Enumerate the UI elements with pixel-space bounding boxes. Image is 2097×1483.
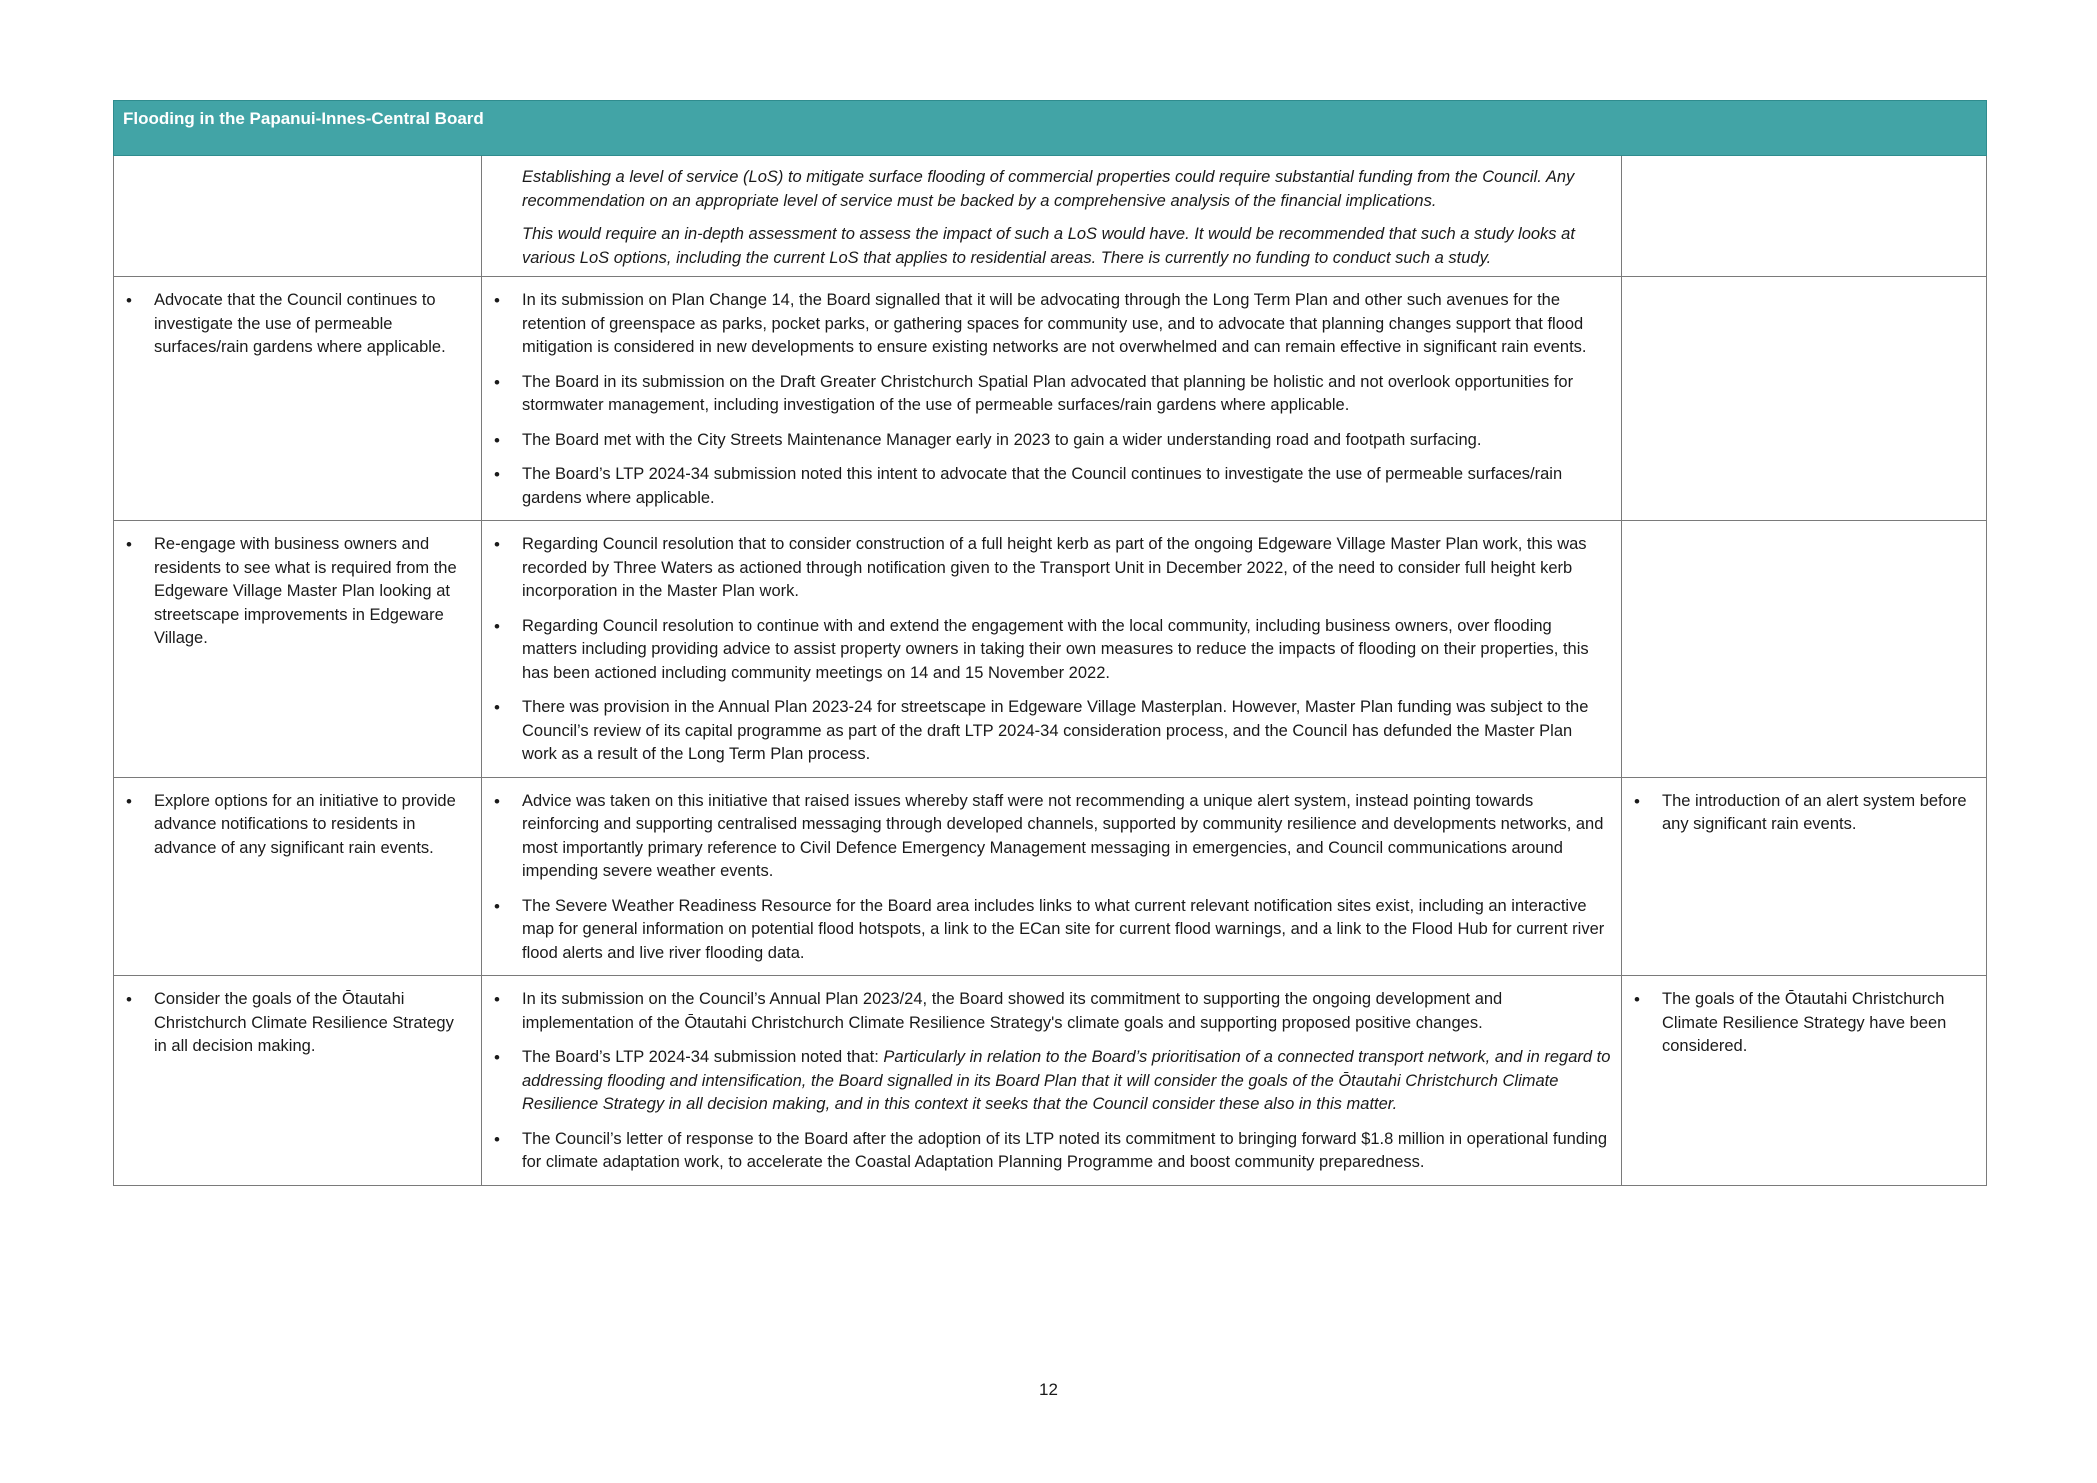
progress-text: Regarding Council resolution to continue with and extend the engagement with the local community, including business owners, over flooding matters including providing advice to assist property owners in taking their own measures to reduce the impacts of flooding on their properties, this has been actioned including community meetings on 14 and 15 November 2022. (522, 616, 1589, 682)
outcome-text: The goals of the Ōtautahi Christchurch Climate Resilience Strategy have been considered. (1662, 990, 1947, 1055)
bullet-icon: • (126, 791, 132, 811)
progress-text: The Council’s letter of response to the Board after the adoption of its LTP noted its commitment to bringing forward $1.8 million in operational funding for climate adaptation work, to accelerate the Coastal Adaptation Planning Programme and boost community preparedness. (522, 1129, 1608, 1171)
outcome-cell (1622, 777, 1987, 976)
progress-cell (482, 777, 1622, 976)
intro-paragraph: This would require an in-depth assessment to assess the impact of such a LoS would have. It would be recommended that such a study looks at various LoS options, including the current LoS that applies to residential areas. There is currently no funding to conduct such a study. (522, 225, 1575, 267)
bullet-icon: • (126, 535, 132, 554)
progress-text: The Board in its submission on the Draft Greater Christchurch Spatial Plan advocated that planning be holistic and not overlook opportunities for stormwater management, including investigation of the use of permeable surfaces/rain gardens where applicable. (522, 372, 1574, 414)
table-header-row (114, 101, 1987, 156)
list-item (492, 463, 1611, 510)
list-item (124, 790, 471, 861)
bullet-icon: • (494, 291, 500, 310)
action-cell (114, 521, 482, 778)
list-item (492, 429, 1611, 453)
outcome-cell (1622, 521, 1987, 778)
progress-text: There was provision in the Annual Plan 2023-24 for streetscape in Edgeware Village Masterplan. However, Master Plan funding was subject to the Council’s review of its capital programme as part of the draft LTP 2024-34 consideration process, and the Council has defunded the Master Plan work as a result of the Long Term Plan process. (522, 698, 1589, 763)
bullet-icon: • (494, 430, 500, 450)
bullet-icon: • (494, 1129, 500, 1149)
action-text: Advocate that the Council continues to investigate the use of permeable surfaces/rain gardens where applicable. (154, 291, 446, 356)
bullet-icon: • (126, 291, 132, 310)
list-item (492, 371, 1611, 418)
bullet-icon: • (1634, 990, 1640, 1009)
bullet-icon: • (494, 616, 500, 636)
bullet-icon: • (494, 698, 500, 717)
action-cell (114, 777, 482, 976)
outcome-text: The introduction of an alert system before any significant rain events. (1662, 791, 1967, 833)
intro-paragraph: Establishing a level of service (LoS) to mitigate surface flooding of commercial properties could require substantial funding from the Council. Any recommendation on an appropriate level of service must be backed by a comprehensive analysis of the financial implications. (522, 168, 1575, 210)
progress-cell (482, 976, 1622, 1186)
bullet-icon: • (126, 990, 132, 1009)
table-row (114, 156, 1987, 277)
progress-text: Regarding Council resolution that to consider construction of a full height kerb as part of the ongoing Edgeware Village Master Plan work, this was recorded by Three Waters as actioned through notification given to the Transport Unit in December 2022, of the need to consider full height kerb incorporation in the Master Plan work. (522, 535, 1587, 600)
list-item (492, 1046, 1611, 1117)
bullet-icon: • (494, 791, 500, 811)
action-text: Explore options for an initiative to provide advance notifications to residents in advance of any significant rain events. (154, 791, 456, 857)
page-number: 12 (1039, 1380, 1058, 1399)
table-row (114, 976, 1987, 1186)
table-title: Flooding in the Papanui-Innes-Central Board (114, 101, 1987, 156)
progress-text-lead: The Board’s LTP 2024-34 submission noted that: (522, 1048, 884, 1066)
list-item (124, 988, 471, 1059)
bullet-icon: • (494, 990, 500, 1009)
progress-text: The Board met with the City Streets Maintenance Manager early in 2023 to gain a wider understanding road and footpath surfacing. (522, 430, 1482, 449)
bullet-icon: • (494, 1048, 500, 1067)
action-text: Re-engage with business owners and residents to see what is required from the Edgeware Village Master Plan looking at streetscape improvements in Edgeware Village. (154, 535, 457, 647)
bullet-icon: • (494, 372, 500, 392)
progress-text: The Board’s LTP 2024-34 submission noted this intent to advocate that the Council continues to investigate the use of permeable surfaces/rain gardens where applicable. (522, 465, 1563, 507)
bullet-icon: • (494, 535, 500, 554)
progress-cell (482, 156, 1622, 277)
progress-cell (482, 277, 1622, 521)
list-item (1632, 790, 1976, 837)
progress-text-quote: Particularly in relation to the Board’s prioritisation of a connected transport network, and in regard to addressing flooding and intensification, the Board signalled in its Board Plan that it will consider the goals of the Ōtautahi Christchurch Climate Resilience Strategy in all decision making, and in this context it seeks that the Council consider these also in this matter. (522, 1048, 1611, 1113)
list-item (492, 533, 1611, 604)
bullet-icon: • (494, 896, 500, 916)
list-item (492, 988, 1611, 1035)
list-item (492, 790, 1611, 884)
action-cell (114, 277, 482, 521)
bullet-icon: • (494, 465, 500, 484)
progress-text: The Severe Weather Readiness Resource for the Board area includes links to what current relevant notification sites exist, including an interactive map for general information on potential flood hotspots, a link to the ECan site for current flood warnings, and a link to the Flood Hub for current river flood alerts and live river flooding data. (522, 896, 1605, 962)
outcome-cell (1622, 976, 1987, 1186)
list-item (124, 533, 471, 651)
list-item (124, 289, 471, 360)
outcome-cell (1622, 277, 1987, 521)
list-item (1632, 988, 1976, 1059)
list-item (492, 696, 1611, 767)
action-cell (114, 976, 482, 1186)
table-row (114, 277, 1987, 521)
progress-text: In its submission on the Council’s Annual Plan 2023/24, the Board showed its commitment to supporting the ongoing development and implementation of the Ōtautahi Christchurch Climate Resilience Strategy's climate goals and supporting proposed positive changes. (522, 990, 1503, 1032)
progress-text: Advice was taken on this initiative that raised issues whereby staff were not recommending a unique alert system, instead pointing towards reinforcing and supporting centralised messaging through developed channels, supported by community resilience and developments networks, and most importantly primary reference to Civil Defence Emergency Management messaging in emergencies, and Council communications around impending severe weather events. (522, 791, 1604, 880)
flooding-table (113, 100, 1987, 1186)
progress-text: In its submission on Plan Change 14, the Board signalled that it will be advocating through the Long Term Plan and other such avenues for the retention of greenspace as parks, pocket parks, or gathering spaces for community use, and to advocate that planning changes support that flood mitigation is considered in new developments to ensure existing networks are not overwhelmed and can remain effective in significant rain events. (522, 291, 1587, 356)
action-text: Consider the goals of the Ōtautahi Christchurch Climate Resilience Strategy in all decision making. (154, 990, 454, 1055)
action-cell (114, 156, 482, 277)
list-item (492, 289, 1611, 360)
list-item (492, 1128, 1611, 1175)
outcome-cell (1622, 156, 1987, 277)
list-item (492, 615, 1611, 686)
progress-cell (482, 521, 1622, 778)
table-row (114, 777, 1987, 976)
table-row (114, 521, 1987, 778)
intro-note (482, 156, 1621, 276)
bullet-icon: • (1634, 791, 1640, 811)
list-item (492, 895, 1611, 966)
